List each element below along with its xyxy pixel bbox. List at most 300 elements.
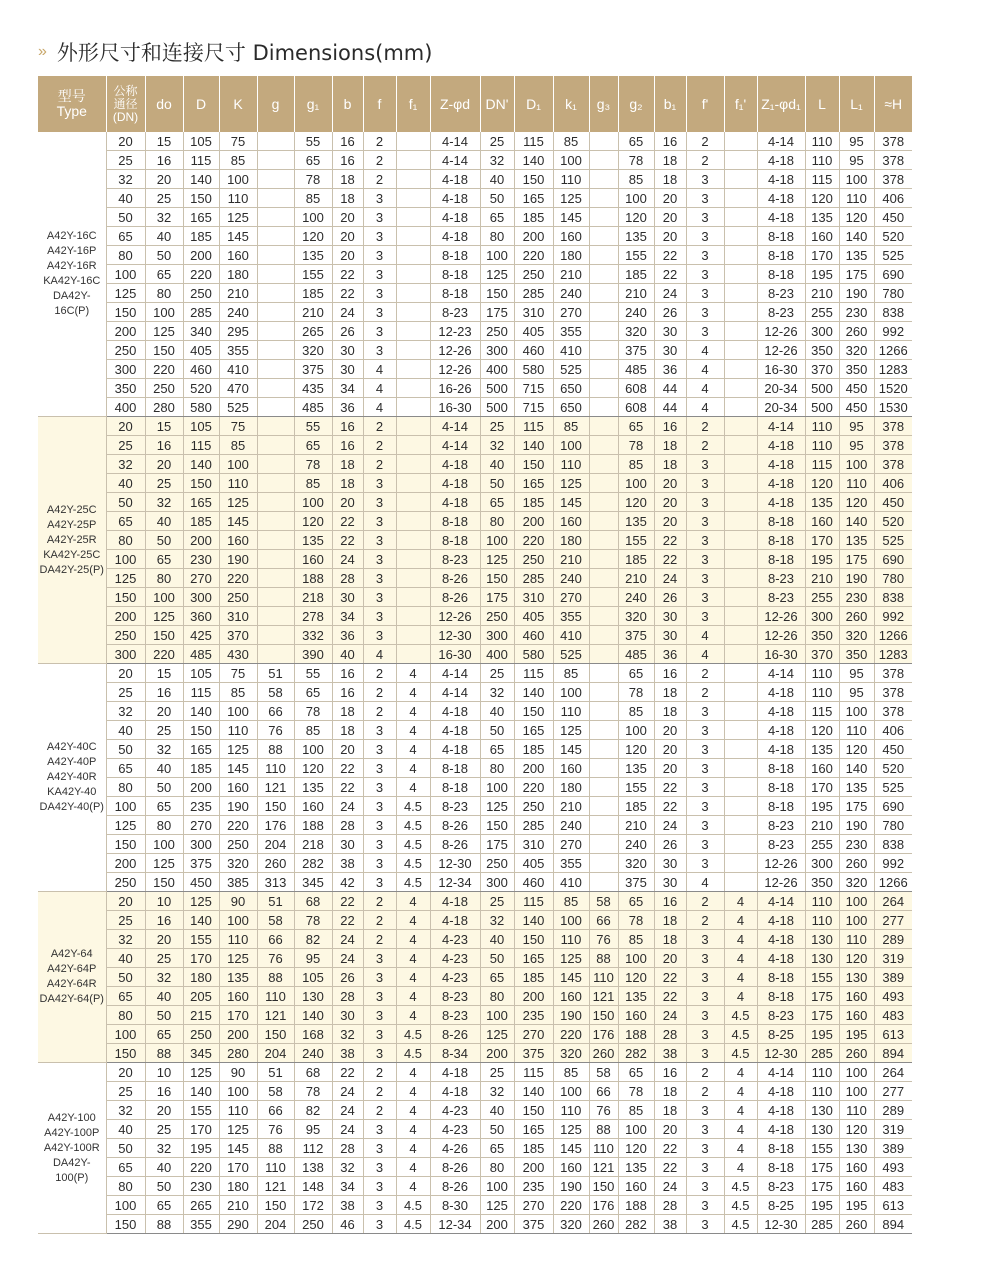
table-cell: 150	[106, 1044, 145, 1063]
table-cell: 205	[183, 987, 219, 1006]
table-row	[38, 398, 912, 417]
table-cell: 145	[553, 740, 589, 759]
table-cell: 110	[805, 417, 839, 436]
table-cell: 12-30	[430, 854, 480, 873]
table-cell: 16	[654, 417, 686, 436]
table-cell: 270	[183, 569, 219, 588]
table-row	[38, 322, 912, 341]
table-cell: 140	[183, 170, 219, 189]
table-cell: 16	[145, 911, 183, 930]
table-row	[38, 1006, 912, 1025]
table-cell: 200	[480, 1044, 514, 1063]
table-cell: 150	[257, 1025, 294, 1044]
table-cell: 4-18	[757, 474, 805, 493]
table-row	[38, 493, 912, 512]
table-cell	[724, 493, 757, 512]
table-cell: 3	[363, 740, 396, 759]
table-cell: 115	[805, 702, 839, 721]
table-cell: 58	[589, 892, 618, 911]
table-cell: 370	[805, 645, 839, 664]
table-cell: 121	[257, 778, 294, 797]
table-cell: 22	[654, 265, 686, 284]
table-cell: 40	[332, 645, 363, 664]
table-cell: 4.5	[724, 1025, 757, 1044]
table-cell: 240	[553, 816, 589, 835]
table-cell: 140	[294, 1006, 332, 1025]
table-cell: 2	[686, 892, 724, 911]
table-cell: 8-23	[757, 835, 805, 854]
table-cell	[724, 664, 757, 683]
table-cell: 22	[654, 778, 686, 797]
table-cell: 140	[514, 683, 553, 702]
table-cell: 51	[257, 1063, 294, 1082]
table-cell	[724, 322, 757, 341]
table-cell: 110	[589, 1139, 618, 1158]
table-cell: 185	[618, 265, 654, 284]
table-cell: 204	[257, 835, 294, 854]
table-cell	[724, 417, 757, 436]
model-group	[38, 892, 912, 1063]
table-cell: 22	[654, 797, 686, 816]
column-header: f₁'	[724, 76, 757, 132]
table-cell: 4-18	[757, 740, 805, 759]
table-cell: 8-18	[430, 531, 480, 550]
table-cell: 260	[839, 854, 874, 873]
table-cell: 4-18	[430, 455, 480, 474]
table-cell: 140	[514, 911, 553, 930]
table-cell: 30	[654, 873, 686, 892]
table-cell: 4-14	[757, 417, 805, 436]
table-cell: 135	[618, 1158, 654, 1177]
table-cell: 370	[805, 360, 839, 379]
table-cell: 8-23	[430, 1006, 480, 1025]
table-cell	[396, 626, 430, 645]
table-cell	[396, 227, 430, 246]
table-cell	[257, 265, 294, 284]
table-cell: 520	[874, 512, 912, 531]
table-cell: 200	[514, 987, 553, 1006]
table-cell: 110	[553, 1101, 589, 1120]
table-cell: 12-26	[757, 607, 805, 626]
table-cell: 22	[332, 284, 363, 303]
table-cell: 350	[805, 626, 839, 645]
table-cell: 3	[363, 1158, 396, 1177]
column-header: g	[257, 76, 294, 132]
table-cell: 180	[219, 1177, 257, 1196]
table-cell: 100	[106, 265, 145, 284]
table-cell: 66	[257, 1101, 294, 1120]
table-cell: 12-26	[757, 873, 805, 892]
table-row	[38, 265, 912, 284]
table-cell: 8-26	[430, 569, 480, 588]
column-header: g₂	[618, 76, 654, 132]
table-cell: 320	[219, 854, 257, 873]
table-cell: 38	[332, 854, 363, 873]
table-cell: 4.5	[724, 1215, 757, 1234]
table-cell: 155	[618, 531, 654, 550]
table-cell: 135	[294, 531, 332, 550]
table-cell: 4-18	[430, 740, 480, 759]
table-cell: 65	[618, 417, 654, 436]
table-cell: 780	[874, 569, 912, 588]
table-cell: 250	[183, 1025, 219, 1044]
table-cell: 26	[654, 303, 686, 322]
table-cell: 210	[805, 284, 839, 303]
table-cell: 320	[839, 873, 874, 892]
table-cell: 3	[363, 1025, 396, 1044]
table-cell: 406	[874, 474, 912, 493]
table-cell: 30	[654, 854, 686, 873]
table-cell: 3	[686, 759, 724, 778]
table-cell: 80	[480, 1158, 514, 1177]
table-cell: 30	[654, 341, 686, 360]
table-cell: 16	[654, 664, 686, 683]
table-cell: 38	[654, 1215, 686, 1234]
table-cell: 100	[106, 1025, 145, 1044]
table-cell: 120	[294, 512, 332, 531]
table-cell: 520	[874, 759, 912, 778]
table-cell: 18	[332, 455, 363, 474]
table-cell: 285	[514, 569, 553, 588]
table-cell: 425	[183, 626, 219, 645]
table-cell: 175	[839, 265, 874, 284]
table-cell	[724, 797, 757, 816]
table-cell: 4	[686, 398, 724, 417]
table-cell: 2	[363, 417, 396, 436]
table-cell: 313	[257, 873, 294, 892]
table-cell: 115	[514, 1063, 553, 1082]
table-cell: 95	[839, 151, 874, 170]
table-cell: 4-18	[430, 1082, 480, 1101]
table-cell: 100	[553, 683, 589, 702]
table-cell: 12-23	[430, 322, 480, 341]
table-cell: 250	[294, 1215, 332, 1234]
table-cell: 240	[553, 569, 589, 588]
table-cell: 250	[480, 322, 514, 341]
table-cell: 3	[363, 512, 396, 531]
table-cell: 240	[294, 1044, 332, 1063]
table-cell: 3	[363, 227, 396, 246]
table-cell: 85	[553, 892, 589, 911]
table-cell: 580	[514, 360, 553, 379]
table-cell: 4	[396, 1139, 430, 1158]
table-cell: 95	[294, 1120, 332, 1139]
table-cell: 160	[805, 227, 839, 246]
table-cell: 378	[874, 151, 912, 170]
table-row	[38, 835, 912, 854]
table-cell: 270	[553, 303, 589, 322]
table-cell: 715	[514, 379, 553, 398]
table-cell: 218	[294, 588, 332, 607]
table-cell: 4	[396, 892, 430, 911]
table-cell: 65	[106, 987, 145, 1006]
table-cell: 500	[480, 398, 514, 417]
table-cell: 150	[106, 303, 145, 322]
table-cell: 320	[839, 341, 874, 360]
table-cell: 68	[294, 892, 332, 911]
table-cell: 350	[805, 873, 839, 892]
table-cell: 180	[183, 968, 219, 987]
table-cell: 3	[686, 455, 724, 474]
table-row	[38, 759, 912, 778]
table-cell: 3	[686, 740, 724, 759]
table-cell: 65	[145, 797, 183, 816]
table-cell: 4	[396, 1101, 430, 1120]
table-cell: 375	[183, 854, 219, 873]
table-cell: 1530	[874, 398, 912, 417]
table-cell: 18	[654, 151, 686, 170]
table-cell: 210	[219, 1196, 257, 1215]
column-header: f	[363, 76, 396, 132]
table-cell: 3	[363, 816, 396, 835]
table-cell: 68	[294, 1063, 332, 1082]
table-row	[38, 664, 912, 683]
table-cell: 4	[686, 873, 724, 892]
page-title	[38, 36, 432, 68]
table-cell: 85	[618, 1101, 654, 1120]
table-cell: 4.5	[724, 1044, 757, 1063]
table-cell	[396, 189, 430, 208]
table-cell: 50	[145, 1177, 183, 1196]
table-cell	[724, 189, 757, 208]
table-cell: 4-18	[430, 208, 480, 227]
table-cell	[396, 455, 430, 474]
table-cell	[257, 341, 294, 360]
table-cell: 110	[553, 455, 589, 474]
table-cell: 100	[618, 189, 654, 208]
table-cell: 3	[363, 1196, 396, 1215]
table-cell: 40	[145, 759, 183, 778]
table-row	[38, 721, 912, 740]
table-cell: 65	[145, 265, 183, 284]
table-cell: 65	[294, 151, 332, 170]
table-cell: 115	[514, 892, 553, 911]
table-cell: 350	[839, 360, 874, 379]
table-cell: 176	[257, 816, 294, 835]
column-header: f'	[686, 76, 724, 132]
table-row	[38, 645, 912, 664]
table-cell: 300	[183, 588, 219, 607]
table-cell: 26	[332, 322, 363, 341]
table-row	[38, 417, 912, 436]
table-cell: 51	[257, 892, 294, 911]
column-header: L₁	[839, 76, 874, 132]
table-cell: 580	[183, 398, 219, 417]
table-cell: 145	[553, 968, 589, 987]
table-cell: 8-23	[430, 303, 480, 322]
table-cell: 65	[480, 740, 514, 759]
table-cell: 50	[480, 474, 514, 493]
table-cell: 4	[396, 664, 430, 683]
table-cell: 260	[839, 607, 874, 626]
table-cell: 32	[145, 1139, 183, 1158]
table-cell	[589, 455, 618, 474]
table-cell: 100	[145, 588, 183, 607]
table-cell: 170	[183, 949, 219, 968]
table-cell: 138	[294, 1158, 332, 1177]
table-cell: 150	[106, 588, 145, 607]
table-cell: 190	[553, 1177, 589, 1196]
table-cell: 65	[480, 1139, 514, 1158]
table-cell: 85	[553, 132, 589, 151]
table-cell: 200	[514, 512, 553, 531]
table-cell: 20	[654, 759, 686, 778]
table-cell: 125	[145, 322, 183, 341]
table-cell: 155	[618, 246, 654, 265]
table-cell: 65	[480, 968, 514, 987]
table-cell: 295	[219, 322, 257, 341]
table-cell: 34	[332, 379, 363, 398]
table-cell: 66	[589, 1082, 618, 1101]
table-cell: 100	[294, 493, 332, 512]
table-row	[38, 1158, 912, 1177]
table-cell: 25	[480, 132, 514, 151]
table-cell: 8-18	[757, 759, 805, 778]
table-cell: 26	[654, 835, 686, 854]
model-group	[38, 664, 912, 892]
table-cell: 28	[332, 816, 363, 835]
table-cell: 24	[332, 797, 363, 816]
table-cell: 22	[332, 531, 363, 550]
table-cell: 250	[219, 835, 257, 854]
table-cell: 150	[514, 170, 553, 189]
table-cell: 4	[363, 398, 396, 417]
table-cell: 18	[332, 170, 363, 189]
table-cell: 200	[219, 1025, 257, 1044]
table-cell: 20-34	[757, 398, 805, 417]
table-cell: 36	[332, 626, 363, 645]
table-cell: 78	[294, 170, 332, 189]
table-cell: 110	[219, 474, 257, 493]
table-cell: 76	[257, 949, 294, 968]
table-row	[38, 873, 912, 892]
table-cell: 24	[332, 550, 363, 569]
table-cell: 3	[686, 512, 724, 531]
table-cell: 145	[219, 512, 257, 531]
table-cell	[396, 322, 430, 341]
table-cell: 65	[618, 1063, 654, 1082]
table-cell: 25	[145, 189, 183, 208]
table-cell: 85	[553, 664, 589, 683]
table-cell: 16	[654, 132, 686, 151]
table-cell: 3	[686, 265, 724, 284]
table-cell: 319	[874, 949, 912, 968]
table-cell: 410	[553, 341, 589, 360]
table-cell: 105	[294, 968, 332, 987]
table-cell: 90	[219, 1063, 257, 1082]
table-cell: 16-30	[757, 645, 805, 664]
table-cell	[396, 512, 430, 531]
table-cell: 18	[654, 930, 686, 949]
table-cell: 3	[363, 588, 396, 607]
table-cell: 95	[839, 132, 874, 151]
table-cell: 100	[480, 531, 514, 550]
table-cell: 230	[839, 588, 874, 607]
table-cell: 140	[514, 1082, 553, 1101]
table-cell: 8-18	[757, 968, 805, 987]
table-cell: 218	[294, 835, 332, 854]
table-cell: 3	[363, 550, 396, 569]
table-row	[38, 930, 912, 949]
table-cell: 20	[145, 170, 183, 189]
table-cell: 32	[106, 455, 145, 474]
column-header: ≈H	[874, 76, 912, 132]
table-cell: 165	[514, 721, 553, 740]
table-cell	[589, 208, 618, 227]
table-cell: 30	[332, 360, 363, 379]
table-cell: 8-23	[757, 588, 805, 607]
table-cell: 160	[618, 1006, 654, 1025]
table-cell: 4	[396, 1177, 430, 1196]
table-cell: 175	[805, 1006, 839, 1025]
table-cell: 4	[396, 930, 430, 949]
table-cell: 500	[805, 398, 839, 417]
table-cell: 355	[553, 854, 589, 873]
table-cell: 165	[514, 189, 553, 208]
table-cell: 250	[106, 626, 145, 645]
table-cell: 355	[553, 322, 589, 341]
table-cell: 410	[553, 626, 589, 645]
table-row	[38, 1082, 912, 1101]
table-cell: 4.5	[396, 1044, 430, 1063]
table-cell: 3	[686, 246, 724, 265]
table-cell: 100	[480, 778, 514, 797]
table-cell: 340	[183, 322, 219, 341]
table-cell: 4	[363, 379, 396, 398]
table-cell	[724, 246, 757, 265]
table-cell	[396, 132, 430, 151]
table-cell: 120	[618, 740, 654, 759]
table-cell: 110	[553, 702, 589, 721]
table-cell: 2	[363, 664, 396, 683]
table-cell	[589, 246, 618, 265]
table-cell: 150	[589, 1177, 618, 1196]
table-cell: 3	[363, 322, 396, 341]
table-cell: 110	[219, 189, 257, 208]
table-cell: 112	[294, 1139, 332, 1158]
table-cell: 25	[106, 436, 145, 455]
table-cell: 4	[724, 1120, 757, 1139]
table-cell: 2	[686, 683, 724, 702]
table-cell: 210	[618, 284, 654, 303]
table-row	[38, 474, 912, 493]
table-row	[38, 1215, 912, 1234]
table-cell: 430	[219, 645, 257, 664]
table-cell: 493	[874, 1158, 912, 1177]
table-cell: 270	[183, 816, 219, 835]
table-cell: 32	[145, 493, 183, 512]
table-cell	[396, 493, 430, 512]
table-cell	[724, 626, 757, 645]
table-cell: 125	[553, 949, 589, 968]
table-cell	[257, 455, 294, 474]
table-cell: 32	[332, 1158, 363, 1177]
table-row	[38, 550, 912, 569]
table-cell: 65	[106, 1158, 145, 1177]
table-cell: 3	[363, 1044, 396, 1063]
table-cell: 8-18	[757, 227, 805, 246]
table-cell: 4-18	[757, 911, 805, 930]
table-cell: 400	[480, 645, 514, 664]
table-cell: 100	[219, 455, 257, 474]
table-cell: 200	[106, 322, 145, 341]
table-cell: 450	[874, 740, 912, 759]
table-cell: 20	[332, 740, 363, 759]
table-cell	[589, 417, 618, 436]
table-cell: 180	[553, 246, 589, 265]
table-row	[38, 531, 912, 550]
table-cell: 8-23	[757, 569, 805, 588]
